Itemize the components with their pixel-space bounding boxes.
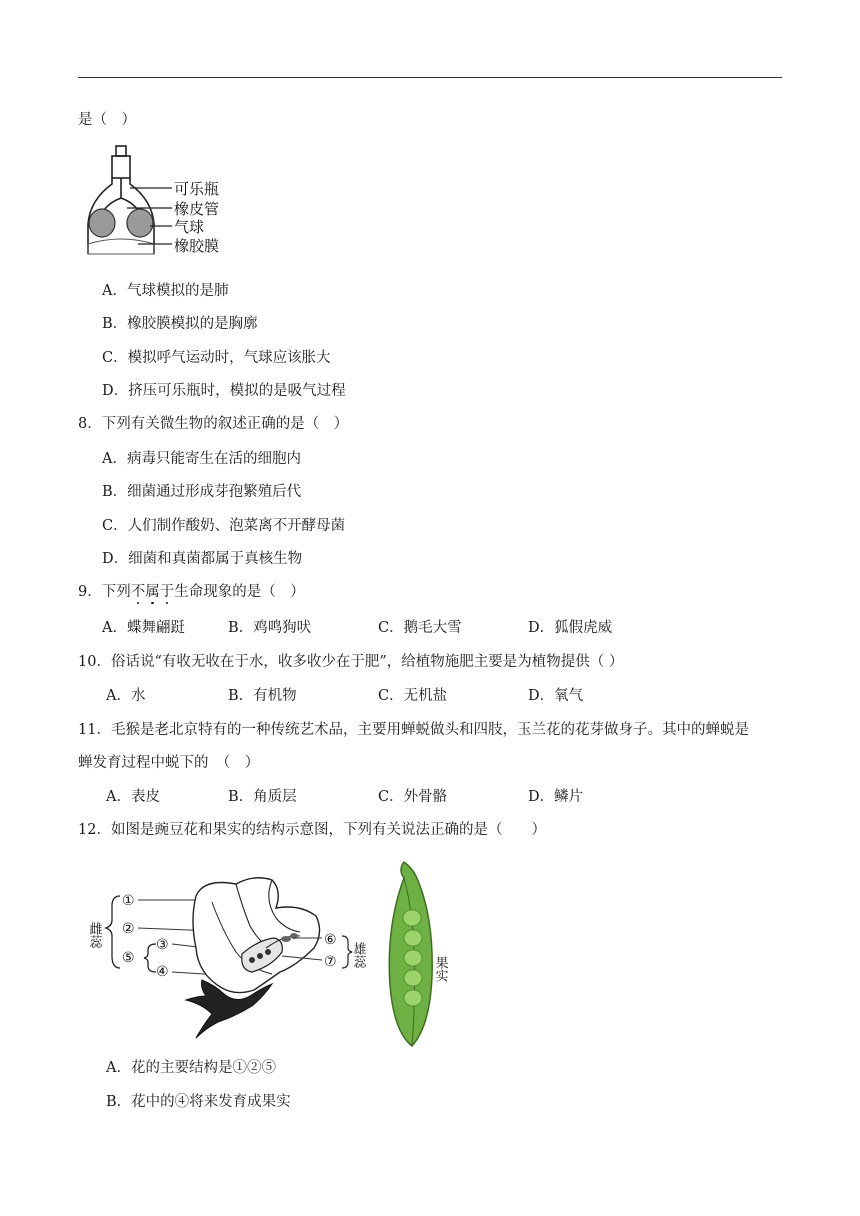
q11-option-a: A．表皮: [106, 789, 160, 805]
bottle-model-figure: [80, 140, 240, 262]
q9-option-a: A．蝶舞翩跹: [102, 620, 185, 636]
num-1: ①: [122, 893, 135, 909]
q7-option-c: C．模拟呼气运动时，气球应该胀大: [102, 350, 331, 366]
q8-option-d: D．细菌和真菌都属于真核生物: [102, 551, 303, 567]
q9-emph-1: 不: [130, 584, 146, 600]
fig7-label-bottle: 可乐瓶: [174, 180, 220, 198]
q8-option-a: A．病毒只能寄生在活的细胞内: [102, 451, 301, 467]
q9-option-c: C．鹅毛大雪: [378, 620, 462, 636]
q11-option-b: B．角质层: [228, 789, 297, 805]
q8-option-c: C．人们制作酸奶、泡菜离不开酵母菌: [102, 518, 346, 534]
q9-stem-pre: 9．下列: [78, 584, 131, 600]
fig7-label-membrane: 橡胶膜: [174, 237, 220, 255]
num-5: ⑤: [122, 950, 135, 966]
q7-stem-tail: 是（ ）: [78, 112, 136, 128]
num-2: ②: [122, 921, 135, 937]
q10-option-d: D．氧气: [528, 688, 584, 704]
q12-stem: 12．如图是豌豆花和果实的结构示意图，下列有关说法正确的是（ ）: [78, 822, 546, 838]
balloon-left: [89, 209, 115, 237]
q10-stem: 10．俗话说“有收无收在于水，收多收少在于肥”，给植物施肥主要是为植物提供（ ）: [78, 654, 624, 670]
fig7-label-tube: 橡皮管: [174, 200, 220, 218]
q12-option-a: A．花的主要结构是①②⑤: [106, 1060, 276, 1076]
q7-option-b: B．橡胶膜模拟的是胸廓: [102, 316, 258, 332]
fig7-label-balloon: 气球: [174, 218, 205, 236]
balloon-right: [127, 209, 153, 237]
num-7: ⑦: [324, 954, 337, 970]
q9-stem-post: 生命现象的是（ ）: [174, 584, 305, 600]
pistil-label: 雌蕊: [86, 922, 102, 948]
q8-option-b: B．细菌通过形成芽孢繁殖后代: [102, 484, 302, 500]
q10-option-a: A．水: [106, 688, 146, 704]
num-3: ③: [156, 937, 169, 953]
q7-option-d: D．挤压可乐瓶时，模拟的是吸气过程: [102, 383, 346, 399]
q12-option-b: B．花中的④将来发育成果实: [106, 1094, 291, 1110]
num-4: ④: [156, 964, 169, 980]
q9-emph-3: 于: [159, 584, 175, 600]
header-rule: [78, 77, 782, 78]
q11-stem-line1: 11．毛猴是老北京特有的一种传统艺术品，主要用蝉蜕做头和四肢，玉兰花的花芽做身子。其中的蝉蜕是: [78, 722, 749, 738]
q9-stem: [78, 582, 305, 602]
q8-stem: 8．下列有关微生物的叙述正确的是（ ）: [78, 416, 349, 432]
num-6: ⑥: [324, 932, 337, 948]
q11-option-d: D．鳞片: [528, 789, 584, 805]
q11-option-c: C．外骨骼: [378, 789, 448, 805]
fruit-label: 果实: [432, 956, 448, 982]
q10-option-b: B．有机物: [228, 688, 297, 704]
q9-option-d: D．狐假虎威: [528, 620, 613, 636]
pea-flower-figure: [86, 856, 466, 1052]
q11-stem-line2: 蝉发育过程中蜕下的 （ ）: [78, 755, 260, 771]
q9-option-b: B．鸡鸣狗吠: [228, 620, 312, 636]
q10-option-c: C．无机盐: [378, 688, 448, 704]
q9-emph-2: 属: [145, 584, 160, 600]
q7-option-a: A．气球模拟的是肺: [102, 283, 229, 299]
stamen-label: 雄蕊: [350, 942, 366, 968]
